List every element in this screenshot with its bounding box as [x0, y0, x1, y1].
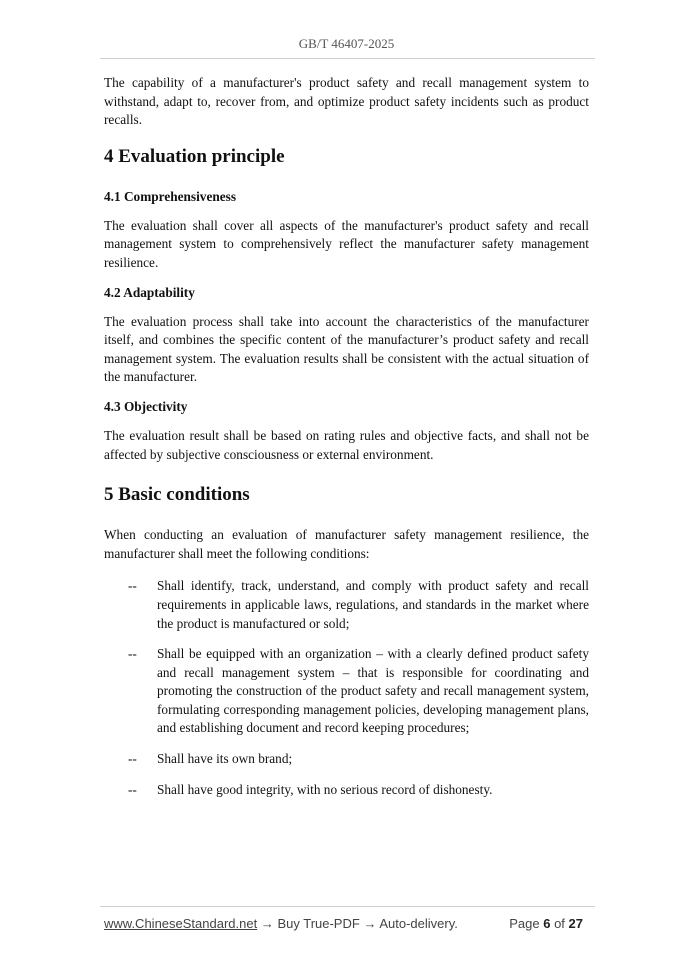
list-marker: --	[128, 578, 137, 594]
document-body	[104, 74, 589, 811]
conditions-list	[104, 577, 589, 799]
section-5-heading: 5 Basic conditions	[104, 484, 250, 506]
list-marker: --	[128, 751, 137, 767]
total-page-number: 27	[568, 916, 583, 931]
site-link[interactable]: www.ChineseStandard.net	[104, 916, 258, 931]
standard-number: GB/T 46407-2025	[298, 36, 395, 51]
subsection-4-1-text: The evaluation shall cover all aspects of the manufacturer's product safety and recall management system to comprehensively reflect the manufacturer safety management resilience.	[104, 217, 589, 270]
section-4-heading: 4 Evaluation principle	[104, 145, 285, 167]
page-header	[0, 36, 693, 52]
header-divider	[100, 58, 595, 59]
list-marker: --	[128, 781, 137, 797]
list-item	[104, 750, 589, 769]
subsection-4-1-heading: 4.1 Comprehensiveness	[104, 188, 236, 204]
subsection-4-3-heading: 4.3 Objectivity	[104, 398, 188, 414]
list-marker: --	[128, 646, 137, 662]
list-item	[104, 645, 589, 738]
list-item	[104, 577, 589, 633]
footer-divider	[100, 906, 595, 907]
list-item	[104, 781, 589, 800]
list-item-text: Shall have good integrity, with no serious record of dishonesty.	[157, 781, 493, 797]
arrow-right-icon: →	[363, 916, 377, 931]
intro-paragraph: The capability of a manufacturer's product safety and recall management system to withstand, adapt to, recover from, and optimize product safety incidents such as product recalls.	[104, 75, 589, 128]
page-label: Page	[509, 916, 540, 931]
list-item-text: Shall have its own brand;	[157, 751, 293, 767]
subsection-4-2-text: The evaluation process shall take into account the characteristics of the manufacturer itself, and combines the specific content of the manufacturer’s product safety and recall management system. The evaluation results shall be consistent with the actual situation of the manufacturer.	[104, 313, 589, 385]
section-5-intro: When conducting an evaluation of manufacturer safety management resilience, the manufacturer shall meet the following conditions:	[104, 527, 589, 561]
page-indicator	[509, 916, 583, 931]
subsection-4-2-heading: 4.2 Adaptability	[104, 284, 195, 300]
arrow-right-icon: →	[260, 916, 274, 931]
list-item-text: Shall be equipped with an organization – with a clearly defined product safety and recall management system – that is responsible for coordinating and promoting the construction of the product safety and recall management system, formulating corresponding management policies, developing management plans, and establishing document and record keeping procedures;	[157, 646, 589, 736]
current-page-number: 6	[543, 916, 551, 931]
list-item-text: Shall identify, track, understand, and comply with product safety and recall requirements in applicable laws, regulations, and standards in the market where the product is manufactured or sold;	[157, 578, 589, 631]
of-label: of	[554, 916, 565, 931]
footer-promo	[104, 916, 458, 931]
buy-pdf-text: Buy True-PDF	[277, 916, 360, 931]
auto-delivery-text: Auto-delivery.	[379, 916, 458, 931]
subsection-4-3-text: The evaluation result shall be based on rating rules and objective facts, and shall not be affected by subjective consciousness or external environment.	[104, 427, 589, 462]
